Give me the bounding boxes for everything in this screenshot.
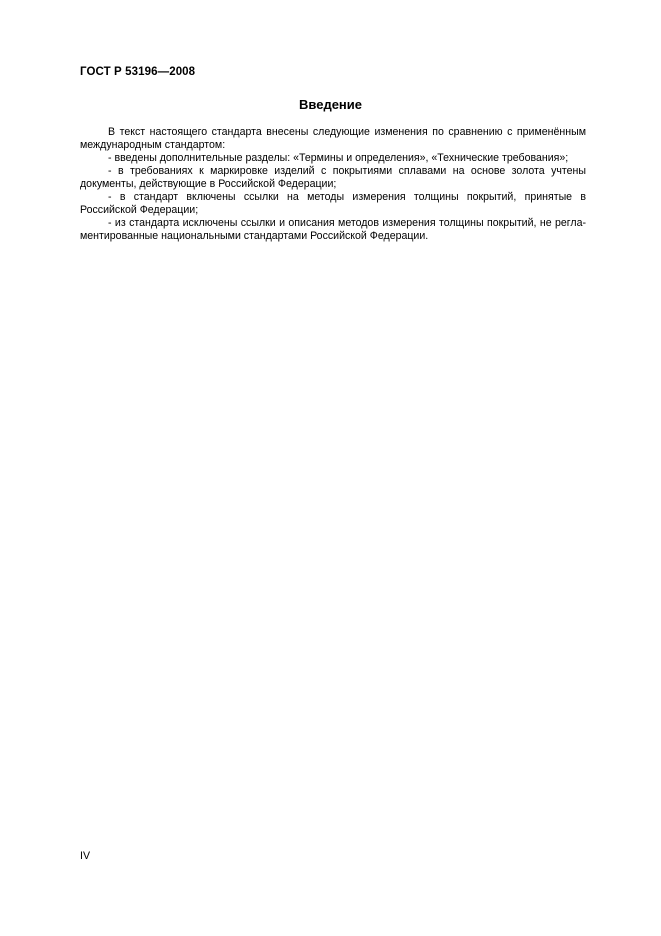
change-item-methods-included: - в стандарт включены ссылки на методы измерения толщины покрытий, принятые в Российской Федерации; <box>80 191 586 216</box>
change-item-methods-excluded: - из стандарта исключены ссылки и описания методов измерения толщины покрытий, не регламентированные национальными стандартами Российской Федерации. <box>80 217 586 242</box>
intro-paragraph: В текст настоящего стандарта внесены следующие изменения по сравнению с применённым международным стандартом: <box>80 126 586 151</box>
section-title: Введение <box>299 97 362 112</box>
change-item-marking: - в требованиях к маркировке изделий с покрытиями сплавами на основе золота учтены документы, действующие в Российской Федерации; <box>80 165 586 190</box>
page-number: IV <box>80 850 91 862</box>
introduction-body <box>80 126 586 243</box>
change-item-sections: - введены дополнительные разделы: «Термины и определения», «Технические требования»; <box>108 152 569 164</box>
document-code: ГОСТ Р 53196—2008 <box>80 66 196 78</box>
